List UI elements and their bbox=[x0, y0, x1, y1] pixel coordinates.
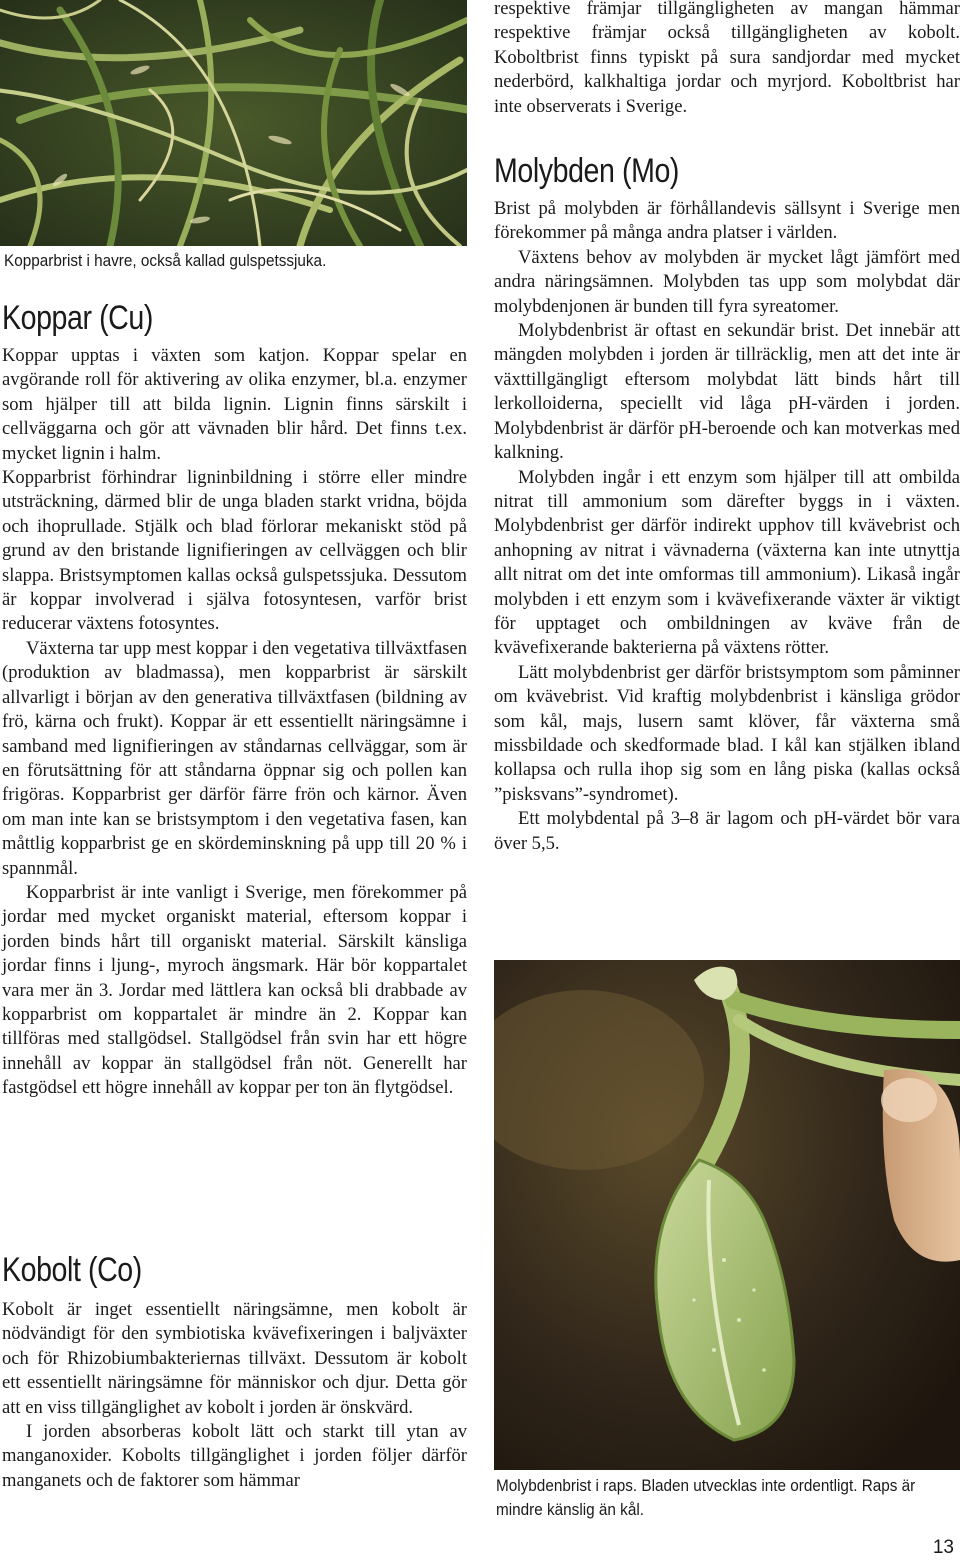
cobalt-section bbox=[2, 1250, 467, 1493]
cobalt-heading: Kobolt (Co) bbox=[2, 1251, 142, 1289]
molybdenum-paragraph-4: Molybden ingår i ett enzym som hjälper till att ombilda nitrat till ammonium som därefter byggs in i växten. Molybdenbrist ger därför indirekt upphov till kvävebrist och anhopning av nitrat i vävnaderna (växterna kan inte utnyttja allt nitrat om det inte omformas till ammonium). Likaså ingår molybden i ett enzym som i kvävefixerande växter är viktigt för upptaget och ombildningen av kväve från de kvävefixerande bakterierna på växtens rötter. bbox=[494, 466, 960, 659]
rapeseed-caption-line-1: Molybdenbrist i raps. Bladen utvecklas inte ordentligt. Raps är bbox=[496, 1476, 916, 1495]
cobalt-paragraph-1: Kobolt är inget essentiellt näringsämne, men kobolt är nödvändigt för den symbiotiska kvävefixeringen i baljväxter och för Rhizobiumbakteriernas tillväxt. Dessutom är kobolt ett essentiellt näringsämne för människor och djur. Detta gör att en viss tillgänglighet av kobolt i jorden är önskvärd. bbox=[2, 1299, 467, 1418]
right-column bbox=[494, 0, 960, 856]
molybdenum-paragraph-1: Brist på molybden är förhållandevis sällsynt i Sverige men förekommer på många andra platser i världen. bbox=[494, 198, 960, 244]
rapeseed-photo bbox=[494, 960, 960, 1470]
oats-photo bbox=[0, 0, 467, 246]
cobalt-paragraph-continued: respektive främjar tillgängligheten av mangan hämmar respektive främjar också tillgängligheten av kobolt. Koboltbrist finns typiskt på sura sandjordar med mycket nederbörd, kalkhaltiga jordar och myrjord. Koboltbrist har inte observerats i Sverige. bbox=[494, 0, 960, 117]
molybdenum-paragraph-6: Ett molybdental på 3–8 är lagom och pH-värdet bör vara över 5,5. bbox=[494, 808, 960, 854]
oats-copper-deficiency-image bbox=[0, 0, 467, 246]
molybdenum-paragraph-2: Växtens behov av molybden är mycket lågt jämfört med andra näringsämnen. Molybden tas upp som molybdat där molybdenjonen är bunden till fyra syreatomer. bbox=[494, 246, 960, 317]
page-number: 13 bbox=[932, 1537, 954, 1558]
copper-paragraph-3: Växterna tar upp mest koppar i den vegetativa tillväxtfasen (produktion av bladmassa), men kopparbrist är särskilt allvarligt i början av den generativa tillväxtfasen (bildning av frö, kärna och frukt). Koppar är ett essentiellt näringsämne i samband med lignifieringen av ståndarnas cellväggar, som är en förutsättning för att ståndarna öppnar sig och pollen kan frigöras. Kopparbrist ger därför färre frön och kärnor. Även om man inte kan se bristsymptom i den vegetativa fasen, kan måttlig kopparbrist ge en skördeminskning på upp till 20 % i spannmål. bbox=[2, 637, 467, 879]
copper-paragraph-1: Koppar upptas i växten som katjon. Koppar spelar en avgörande roll för aktivering av olika enzymer, bl.a. enzymer som hjälper till att bilda lignin. Lignin finns särskilt i cellväggarna och gör att vävnaden blir hård. Det finns t.ex. mycket lignin i halm. bbox=[2, 345, 467, 464]
rapeseed-caption-line-2: mindre känslig än kål. bbox=[496, 1500, 644, 1519]
copper-paragraph-2: Kopparbrist förhindrar ligninbildning i större eller mindre utsträckning, därmed blir de unga bladen starkt vridna, böjda och ihoprullade. Stjälk och blad förlorar mekaniskt stöd på grund av den bristande lignifieringen av cellväggen och blir slappa. Bristsymptomen kallas också gulspetssjuka. Dessutom är koppar involverad i själva fotosyntesen, varför brist reducerar växtens fotosyntes. bbox=[2, 467, 467, 635]
oats-photo-caption: Kopparbrist i havre, också kallad gulspetssjuka. bbox=[4, 251, 327, 270]
cobalt-paragraph-2: I jorden absorberas kobolt lätt och starkt till ytan av manganoxider. Kobolts tillgänglighet i jorden följer därför manganets och de faktorer som hämmar bbox=[2, 1421, 467, 1491]
left-column bbox=[2, 298, 467, 1101]
copper-paragraph-4: Kopparbrist är inte vanligt i Sverige, men förekommer på jordar med mycket organiskt material, eftersom koppar i jorden binds hårt till organiskt material. Särskilt känsliga jordar finns i ljung-, myroch ängsmark. Här bör koppartalet vara mer än 3. Jordar med lättlera kan också bli drabbade av kopparbrist om koppartalet är mindre än 2. Koppar kan tillföras med stallgödsel. Stallgödsel från svin har ett högre innehåll av koppar än stallgödsel från nöt. Generellt har fastgödsel ett högre innehåll av koppar per ton än flytgödsel. bbox=[2, 881, 467, 1099]
molybdenum-paragraph-3: Molybdenbrist är oftast en sekundär brist. Det innebär att mängden molybden i jorden är tillräcklig, men att det inte är växttillgängligt eftersom molybdat lätt binds hårt till lerkolloiderna, speciellt vid låga pH-värden i jorden. Molybdenbrist är därför pH-beroende och kan motverkas med kalkning. bbox=[494, 320, 960, 464]
molybdenum-paragraph-5: Lätt molybdenbrist ger därför bristsymptom som påminner om kvävebrist. Vid kraftig molybdenbrist i känsliga grödor som kål, majs, lusern samt klöver, får växterna små missbildade och skedformade blad. I kål kan stjälken ibland kollapsa och rulla ihop sig som en lång piska (kallas också ”pisksvans”-syndromet). bbox=[494, 661, 960, 805]
molybdenum-heading: Molybden (Mo) bbox=[494, 152, 680, 191]
rapeseed-molybdenum-deficiency-image bbox=[494, 960, 960, 1470]
copper-heading: Koppar (Cu) bbox=[2, 299, 153, 337]
rapeseed-photo-caption bbox=[496, 1474, 960, 1522]
